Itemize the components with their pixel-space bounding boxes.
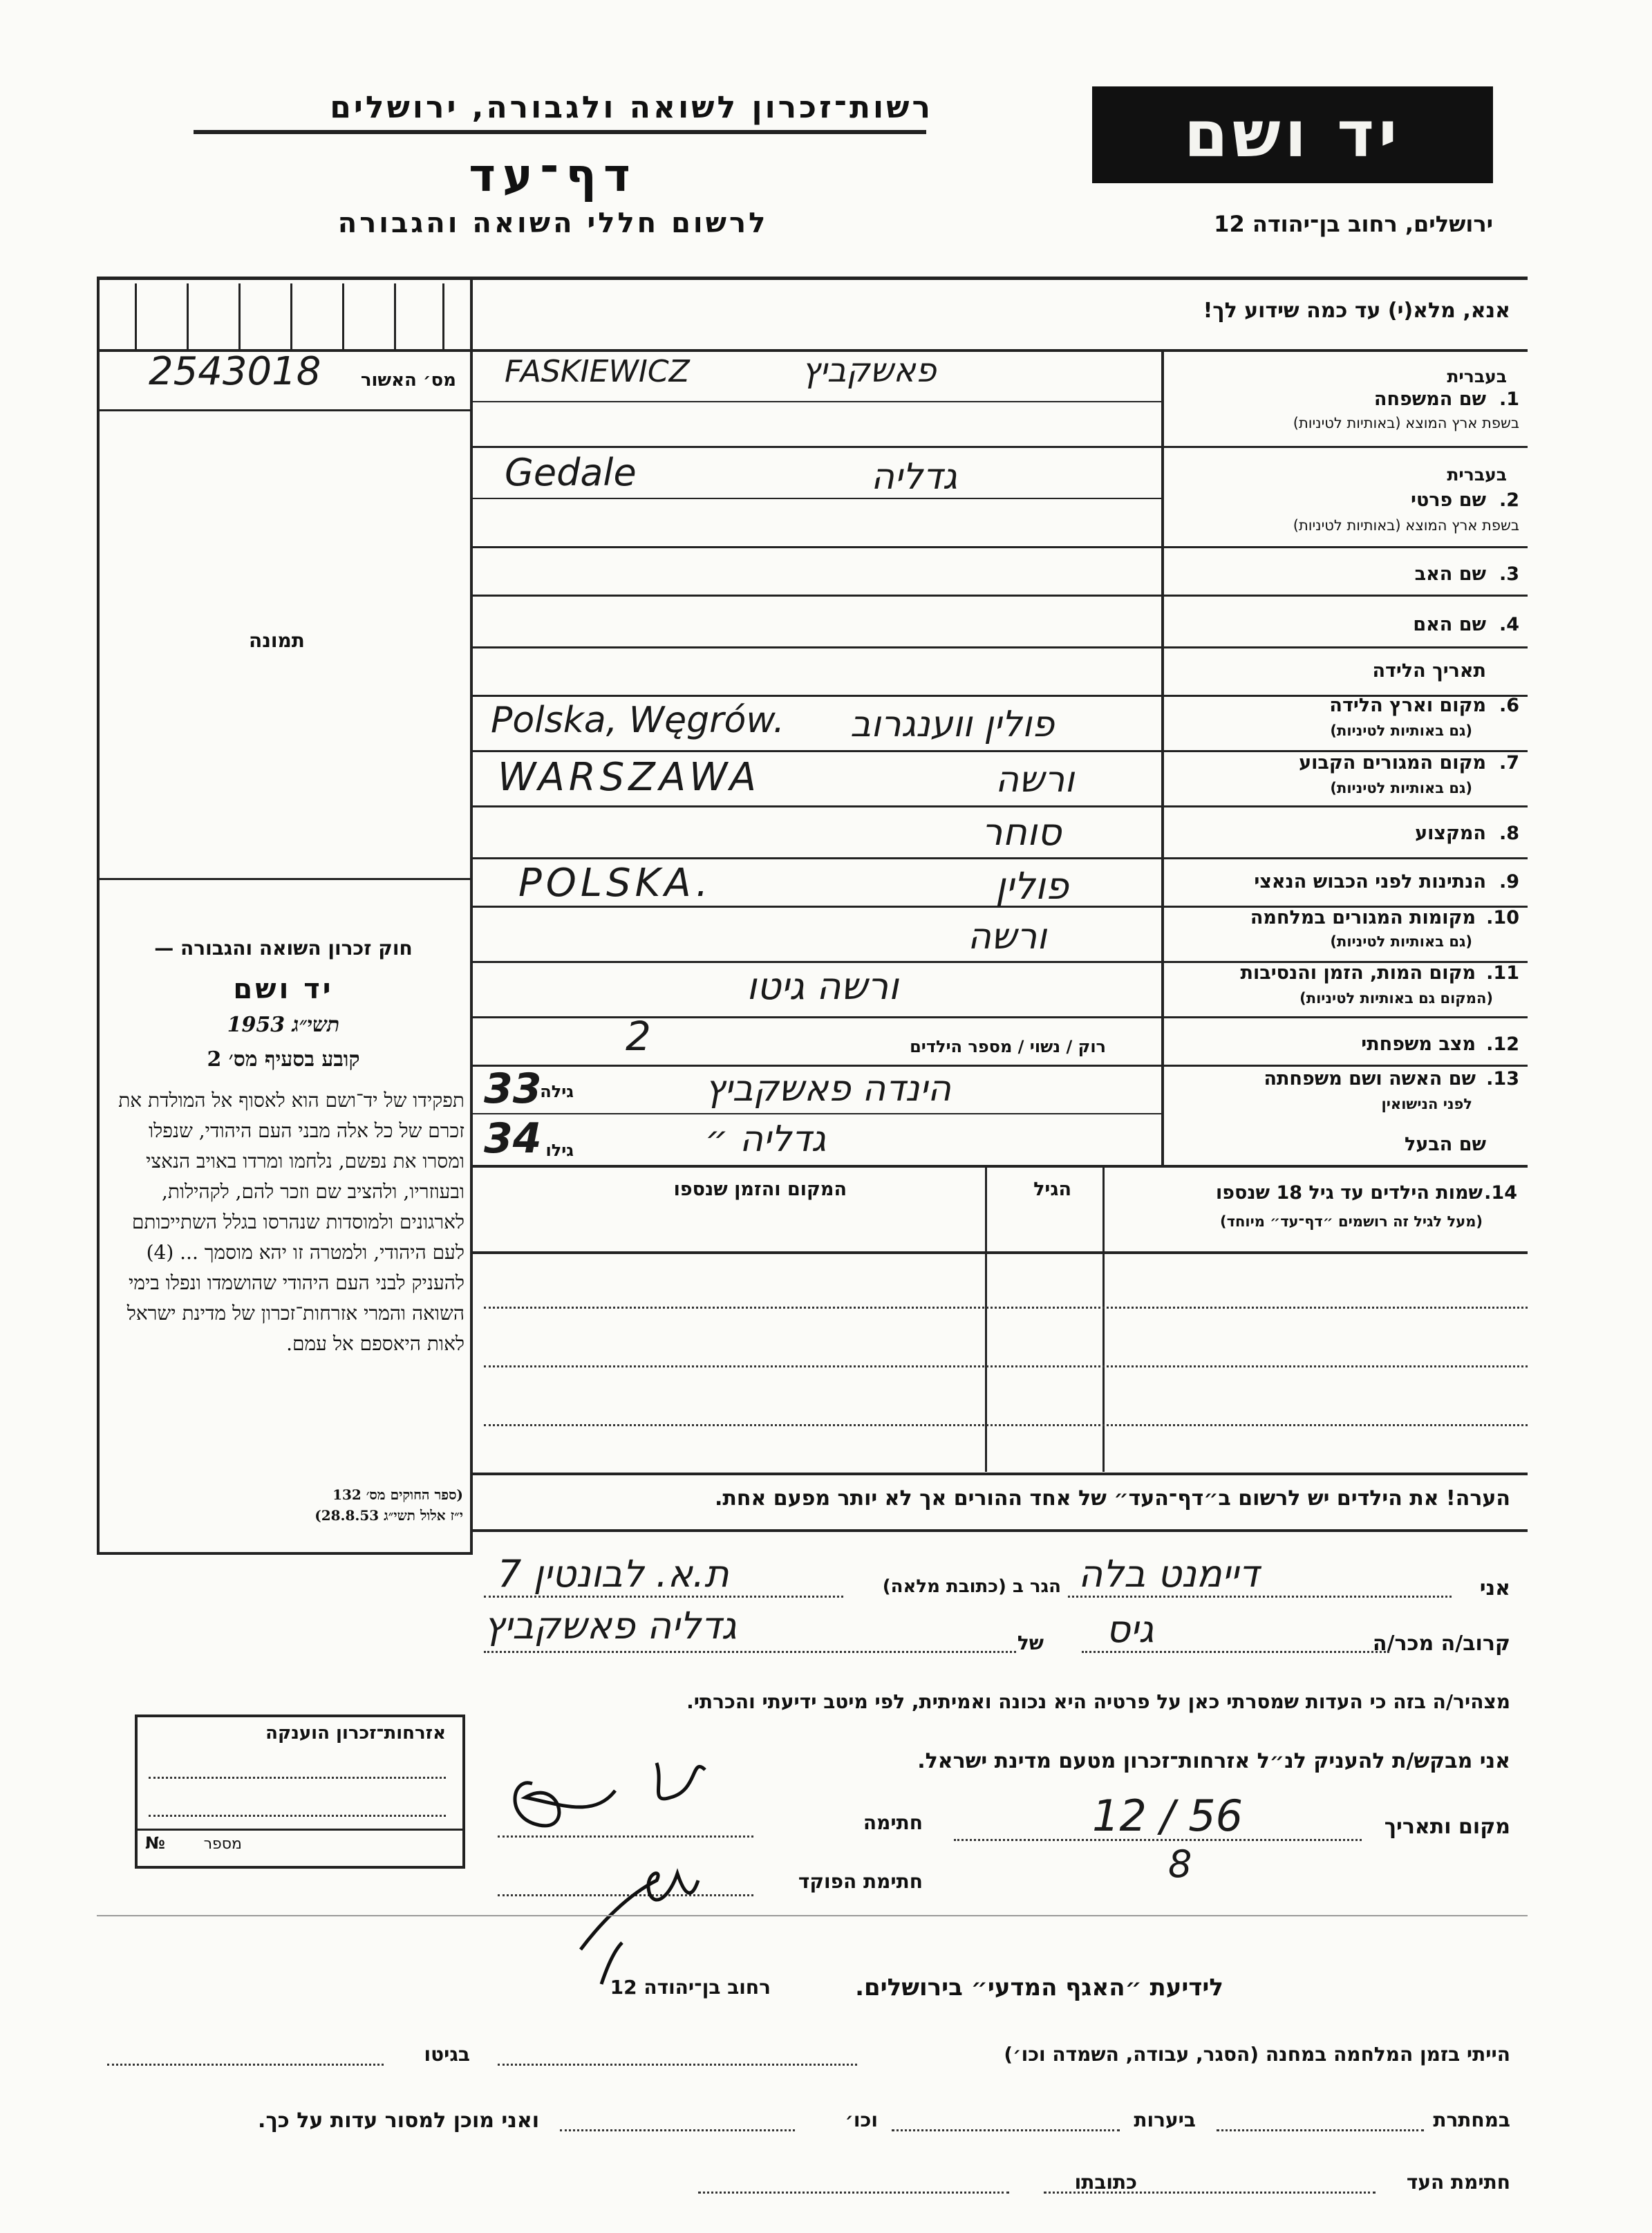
field-1-value-hebrew: פאשקביץ [802,351,937,390]
field-9-number: 9. [1499,871,1519,893]
research-witness-signature-label: חתימת העד [1406,2171,1510,2194]
field-6-value-hebrew: פולין ווענגרוב [850,704,1055,745]
header-underline [194,130,926,134]
children-title-sub: (מעל לגיל זה רושמים ״דף־עד״ מיוחד) [1220,1213,1483,1230]
research-etc-label: וכו׳ [845,2109,878,2131]
date-bottom: 8 [1168,1842,1192,1886]
field-7-sub: (גם באותיות לטיניות) [1330,780,1472,796]
research-ghetto-label: בגיטו [424,2043,470,2066]
field-6-sub: (גם באותיות לטיניות) [1330,722,1472,739]
field-8-value-hebrew: סוחר [982,810,1062,854]
field-2-sub: בשפת ארץ המוצא (באותיות לטיניות) [1293,517,1519,534]
research-forests-label: ביערות [1134,2109,1196,2131]
note-bottom-line [470,1529,1528,1532]
field-9-value-hebrew: פולין [995,864,1069,908]
citizenship-line-2 [149,1815,446,1817]
law-footnote-1: (ספר החוקים מס׳ 132 [332,1486,463,1503]
field-6-value-latin: Polska, Węgrów. [491,700,785,741]
approval-number: 2543018 [149,349,321,394]
field-1-value-latin: FASKIEWICZ [505,354,690,389]
intro-text: אנא, מלא(י) עד כמה שידוע לך! [1203,299,1510,323]
field-12-label: מצב משפחתי [1361,1034,1476,1055]
research-top-line [97,1915,1528,1916]
declarant-address-line [484,1596,843,1598]
row-sep-7 [470,805,1528,807]
form-title: דף־עד [469,149,637,202]
field-11-label: מקום המות, הזמן והנסיבות [1240,962,1476,984]
field-10-value-hebrew: ורשה [968,916,1047,957]
fields-divider [1161,349,1164,1165]
law-title: חוק זכרון השואה והגבורה — [154,937,413,960]
tick-5 [342,283,344,349]
frame-left [97,277,100,1552]
declarant-i-label: אני [1479,1576,1510,1600]
field-10-number: 10. [1486,907,1519,928]
signature-label: חתימה [863,1811,923,1834]
field-10-label: מקומות המגורים במלחמה [1250,907,1476,928]
research-forests-line [892,2129,1120,2131]
field-birthdate-label: תאריך הלידה [1372,660,1486,682]
field-7-label: מקום המגורים הקבוע [1299,752,1486,774]
children-bottom-line [470,1473,1528,1475]
research-title: לידיעת ״האגף המדעי״ בירושלים. [855,1974,1223,2001]
research-address-label: כתובתו [1074,2171,1137,2194]
date-top: 12 / 56 [1092,1791,1243,1841]
field-2-value-hebrew: גדליה [871,456,957,498]
of-name: גדליה פאשקביץ [484,1604,737,1647]
children-row-2 [484,1365,1528,1367]
children-col-1 [985,1168,987,1472]
field-husband-age: 34 [484,1114,542,1163]
declarant-name-line [1068,1596,1452,1598]
field-6-label: מקום וארץ הלידה [1329,695,1486,716]
tick-6 [394,283,396,349]
row-sep-2b [470,546,1528,548]
frame-top [97,277,1528,280]
declarant-name: דיימנט בלה [1078,1552,1259,1596]
research-address: רחוב בן־יהודה 12 [610,1976,771,1999]
children-number: 14. [1484,1182,1517,1204]
field-13-age-label: גילה [540,1082,574,1101]
row-sep-14 [470,1165,1528,1168]
officer-signature [553,1825,733,1991]
field-6-number: 6. [1499,695,1519,716]
row-sep-1 [470,401,1161,402]
approval-row-line [97,409,473,411]
field-8-label: המקצוע [1415,823,1486,844]
children-col-2 [1102,1168,1105,1472]
field-4-label: שם האם [1413,614,1486,635]
relation-line [1082,1651,1389,1653]
tick-3 [238,283,241,349]
of-line [484,1651,1016,1653]
declaration-text: מצהיר/ה בזה כי העדות שמסרתי כאן על פרטיה היא נכונה ואמיתית, לפי מיטב ידיעתי והכרתי. [686,1690,1510,1713]
relation-value: גיס [1106,1607,1154,1651]
field-13-label: שם האשה ושם משפחתה [1264,1068,1476,1090]
field-2-hebrew-tag: בעברית [1447,465,1507,485]
children-row-3 [484,1424,1528,1426]
yad-vashem-logo: יד ושם [1092,86,1493,183]
law-footnote-2: י״ז אלול תשי״ג 28.8.53) [315,1507,463,1524]
field-2-number: 2. [1499,489,1519,511]
field-13-age: 33 [484,1065,542,1113]
research-address-line [698,2192,1009,2194]
field-11-sub: (המקום גם באותיות לטיניות) [1299,990,1493,1007]
field-3-label: שם האב [1414,563,1486,585]
organization-name: רשות־זכרון לשואה ולגבורה, ירושלים [330,90,933,125]
declarant-resides-label: הגר ב (כתובת מלאה) [882,1576,1061,1597]
tick-7 [442,283,444,349]
relation-label: קרוב/ה מכר/ה [1372,1632,1510,1656]
children-header-line [470,1251,1528,1254]
field-11-value-hebrew: ורשה גיטו [747,964,899,1008]
row-sep-8 [470,857,1528,859]
field-1-sub: בשפת ארץ המוצא (באותיות לטיניות) [1293,415,1519,431]
field-9-value-latin: POLSKA. [518,861,713,906]
tick-1 [135,283,137,349]
field-1-number: 1. [1499,389,1519,410]
field-7-value-hebrew: ורשה [995,759,1075,801]
header-address: ירושלים, רחוב בן־יהודה 12 [1214,211,1493,237]
research-camp-label: הייתי בזמן המלחמה במחנה (הסגר, עבודה, השמדה וכו׳) [1004,2043,1510,2066]
form-subtitle: לרשום חללי השואה והגבורה [337,207,769,239]
field-7-value-latin: WARSZAWA [498,755,760,800]
frame-left-bottom [97,1552,473,1555]
intro-underline [470,349,1528,352]
field-2-value-latin: Gedale [505,451,637,494]
citizenship-number-label: מספר [203,1835,242,1853]
photo-bottom-line [97,878,473,880]
officer-signature-label: חתימת הפוקד [798,1870,923,1893]
field-12-children-count: 2 [626,1013,651,1060]
row-sep-4 [470,646,1528,648]
field-9-label: הנתינות לפני הכבוש הנאצי [1254,871,1486,893]
field-husband-age-label: גילו [545,1141,574,1160]
field-2-label: שם פרטי [1411,489,1486,511]
citizenship-line-1 [149,1777,446,1779]
tick-4 [290,283,292,349]
left-panel-divider [470,277,473,1552]
row-sep-13 [470,1113,1161,1114]
field-7-number: 7. [1499,752,1519,774]
research-camp-line [498,2064,857,2066]
row-sep-1b [470,446,1528,448]
request-text: אני מבקש/ת להעניק לנ״ל אזרחות־זכרון מטעם מדינת ישראל. [917,1749,1510,1773]
children-row-1 [484,1307,1528,1309]
field-13-value-hebrew: הינדה פאשקביץ [705,1068,952,1110]
photo-label: תמונה [249,629,305,652]
field-8-number: 8. [1499,823,1519,844]
law-clause: קובע בסעיף מס׳ 2 [207,1047,360,1072]
field-1-label: שם המשפחה [1373,389,1486,410]
citizenship-no-symbol: № [145,1833,165,1853]
field-husband-label: שם הבעל [1404,1134,1486,1155]
approval-label: מס׳ האשור [360,370,456,391]
field-13-number: 13. [1486,1068,1519,1090]
research-willing-label: ואני מוכן למסור עדות על כך. [258,2109,539,2133]
field-10-sub: (גם באותיות לטיניות) [1330,933,1472,950]
row-sep-3 [470,595,1528,597]
field-11-number: 11. [1486,962,1519,984]
place-date-label: מקום ותאריך [1384,1815,1510,1839]
research-etc-line [560,2129,795,2131]
children-col-age: הגיל [1033,1179,1071,1200]
citizenship-number-row [135,1829,465,1831]
law-year: תשי״ג 1953 [227,1013,340,1037]
tick-2 [187,283,189,349]
children-title: שמות הילדים עד גיל 18 שנספו [1215,1182,1483,1204]
research-underground-line [1217,2129,1424,2131]
field-3-number: 3. [1499,563,1519,585]
field-1-hebrew-tag: בעברית [1447,366,1507,386]
of-label: של [1017,1632,1044,1654]
research-underground-label: במחתרת [1433,2109,1510,2131]
law-logo: יד ושם [233,973,334,1005]
row-sep-2 [470,498,1161,499]
row-sep-12 [470,1065,1528,1067]
law-body: תפקידו של יד־ושם הוא לאסוף אל המולדת את זכרם של כל אלה מבני העם היהודי, שנפלו ומסרו את נפשם, נלחמו ומרדו באויב הנאצי ובעוזריו, ולהציב שם וזכר להם, לקהילות, לארגונים ולמוסדות שנהרסו בגלל השתייכותם לעם היהודי, ולמטרה זו יהא מוסמך ... (4) להעניק לבני העם היהודי שהושמדו ונפלו בימי השואה והמרי אזרחות־זכרון של מדינת ישראל לאות היאספם אל עמם. [118,1089,464,1355]
research-ghetto-line [107,2064,384,2066]
field-13-sub: לפני הנישואין [1381,1096,1472,1112]
field-12-options: רוק / נשוי / מספר הילדים [910,1037,1106,1056]
field-4-number: 4. [1499,614,1519,635]
children-col-place: המקום והזמן שנספו [673,1179,847,1200]
field-12-number: 12. [1486,1034,1519,1055]
field-husband-value-hebrew: גדליה ״ [705,1119,827,1160]
citizenship-title: אזרחות־זכרון הוענקה [265,1723,446,1744]
note-text: הערה! את הילדים יש לרשום ב״דף־העד״ של אחד ההורים אך לא יותר מפעם אחת. [715,1486,1510,1511]
declarant-address: ת.א. לבונטין 7 [498,1552,729,1596]
